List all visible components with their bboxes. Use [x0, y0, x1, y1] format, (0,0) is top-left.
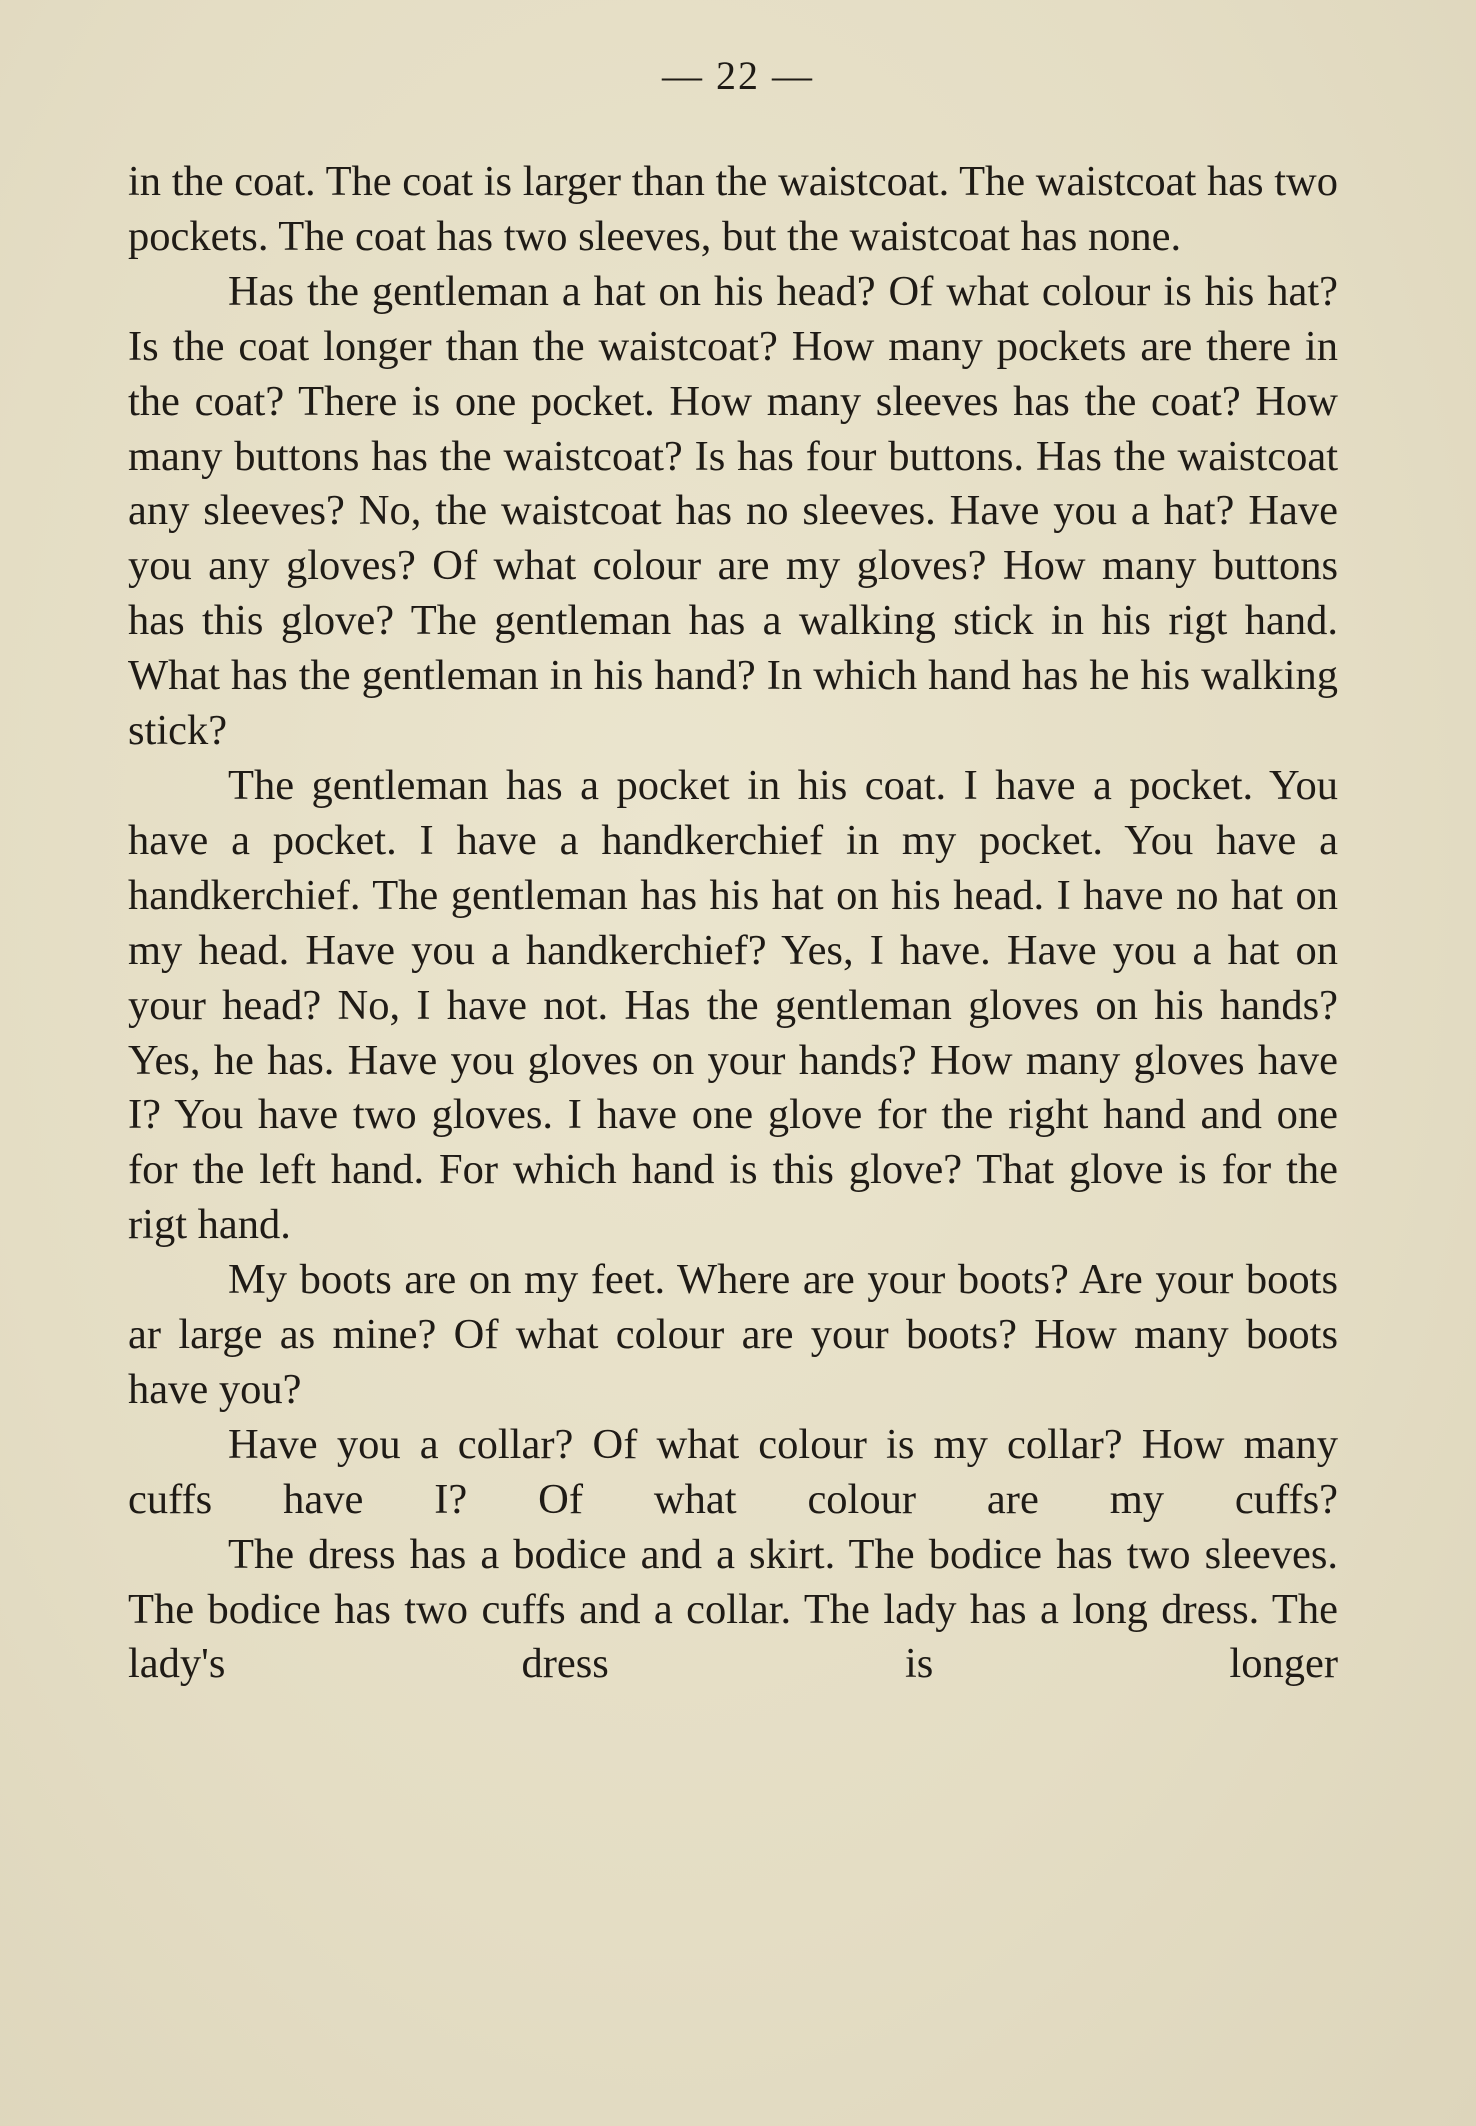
page-number: — 22 — — [662, 53, 814, 98]
paragraph-continuation: in the coat. The coat is larger than the waistcoat. The waistcoat has two pockets. The coat has two sleeves, but the waistcoat has none. — [128, 158, 1338, 260]
paragraph-gentleman-hat: Has the gentleman a hat on his head? Of what colour is his hat? Is the coat longer than the waistcoat? How many pockets are there in the coat? There is one pocket. How many sleeves has the coat? How many buttons has the waistcoat? Is has four buttons. Has the waistcoat any sleeves? No, the waistcoat has no sleeves. Have you a hat? Have you any gloves? Of what colour are my gloves? How many buttons has this glove? The gentleman has a walking stick in his rigt hand. What has the gentleman in his hand? In which hand has he his walking stick? — [128, 267, 1338, 755]
body-text — [128, 155, 1338, 1692]
paragraph-dress: The dress has a bodice and a skirt. The bodice has two sleeves. The bodice has two cuffs and a collar. The lady has a long dress. The lady's dress is longer — [128, 1530, 1338, 1688]
paragraph-pocket-gloves: The gentleman has a pocket in his coat. I have a pocket. You have a pocket. I have a handkerchief in my pocket. You have a handkerchief. The gentleman has his hat on his head. I have no hat on my head. Have you a handkerchief? Yes, I have. Have you a hat on your head? No, I have not. Has the gentleman gloves on his hands? Yes, he has. Have you gloves on your hands? How many gloves have I? You have two gloves. I have one glove for the right hand and one for the left hand. For which hand is this glove? That glove is for the rigt hand. — [128, 761, 1338, 1249]
paragraph-collar-cuffs: Have you a collar? Of what colour is my collar? How many cuffs have I? Of what colour are my cuffs? — [128, 1420, 1338, 1523]
paragraph-boots: My boots are on my feet. Where are your boots? Are your boots ar large as mine? Of what colour are your boots? How many boots have you? — [128, 1256, 1338, 1413]
